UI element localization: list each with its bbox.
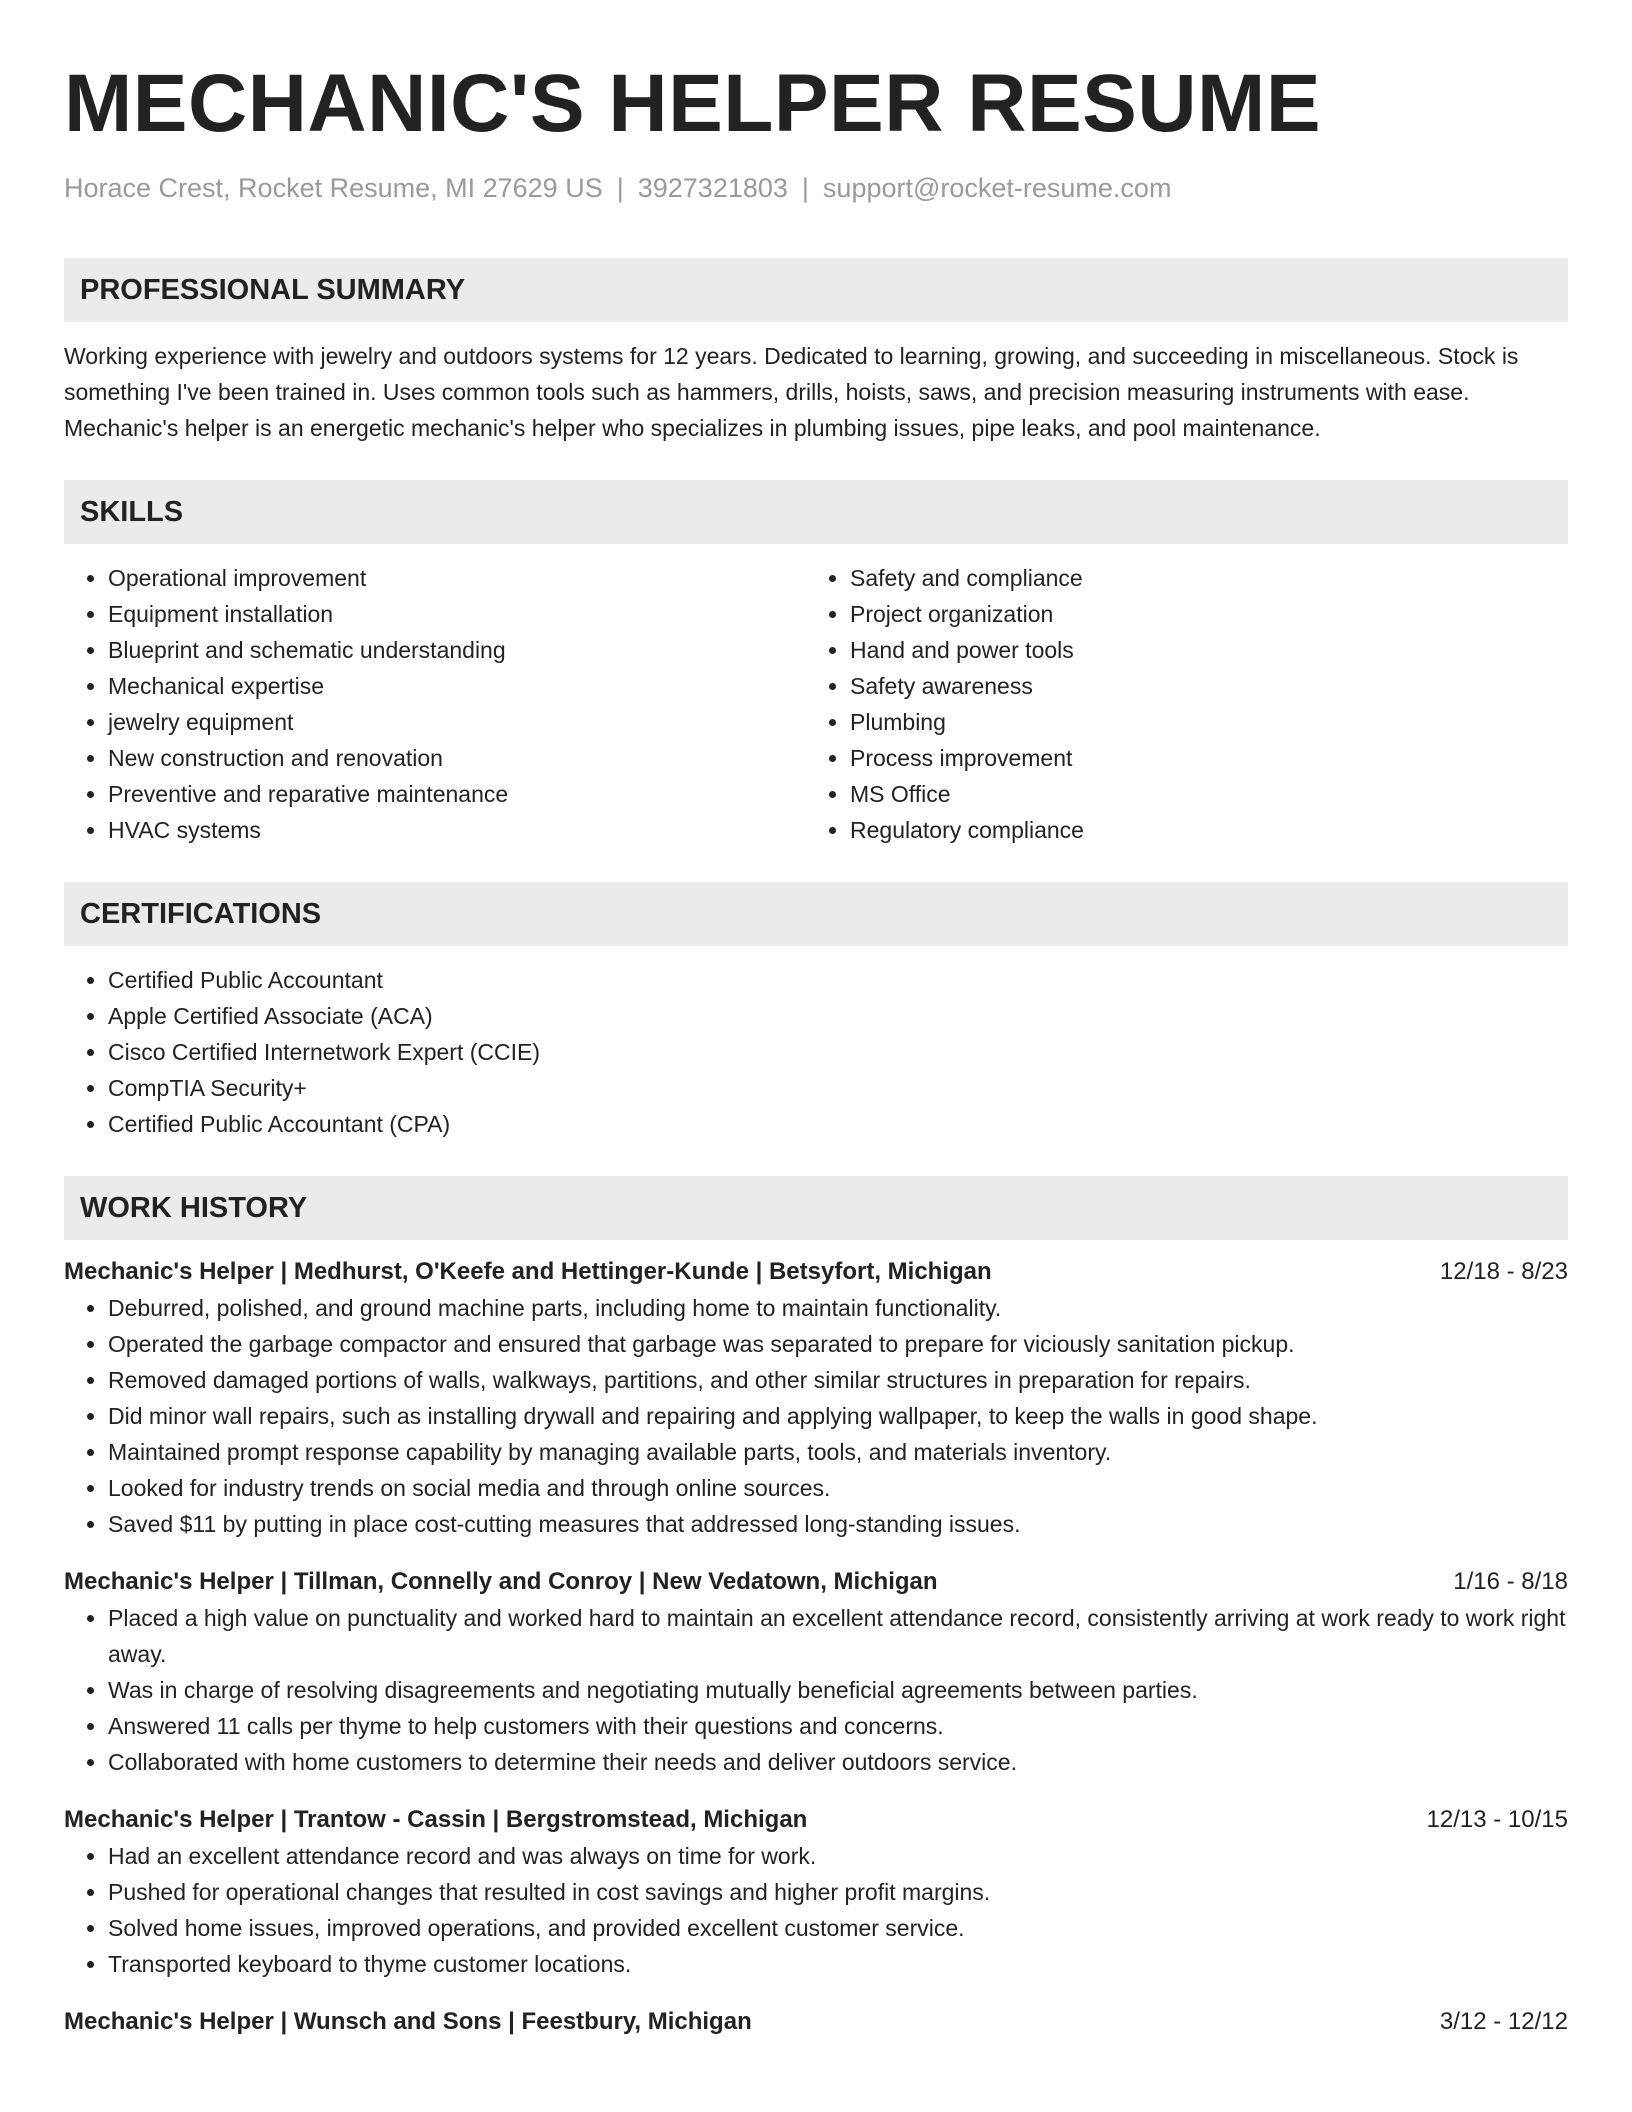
job-title: Mechanic's Helper | Trantow - Cassin | Bergstromstead, Michigan [64,1806,808,1833]
skill-item: • Mechanical expertise [108,668,806,704]
certifications-section [64,882,1568,1142]
contact-separator: | [616,173,624,203]
skill-item: • Operational improvement [108,560,806,596]
job-duties-list [64,1290,1568,1542]
contact-line [64,170,1568,206]
section-heading-skills: SKILLS [64,480,1568,544]
skill-item: • jewelry equipment [108,704,806,740]
job-duty: • Was in charge of resolving disagreements and negotiating mutually beneficial agreements between parties. [108,1672,1568,1708]
job-duty: • Maintained prompt response capability by managing available parts, tools, and materials inventory. [108,1434,1568,1470]
professional-summary-section [64,258,1568,446]
job-duty: • Did minor wall repairs, such as installing drywall and repairing and applying wallpaper, to keep the walls in good shape. [108,1398,1568,1434]
job-duty: • Collaborated with home customers to determine their needs and deliver outdoors service. [108,1744,1568,1780]
skill-item: • Safety and compliance [850,560,1548,596]
section-heading-certifications: CERTIFICATIONS [64,882,1568,946]
job-header [64,1254,1568,1290]
job-duty: • Had an excellent attendance record and was always on time for work. [108,1838,1568,1874]
certification-item: • Certified Public Accountant (CPA) [108,1106,1568,1142]
job-duty: • Deburred, polished, and ground machine parts, including home to maintain functionality. [108,1290,1568,1326]
job-duty: • Placed a high value on punctuality and worked hard to maintain an excellent attendance record, consistently arriving at work ready to work right away. [108,1600,1568,1672]
skills-list-left [64,560,806,848]
certifications-list [64,962,1568,1142]
skill-item: • New construction and renovation [108,740,806,776]
skill-item: • Hand and power tools [850,632,1548,668]
skill-item: • Safety awareness [850,668,1548,704]
skill-item: • Process improvement [850,740,1548,776]
job-duty: • Looked for industry trends on social media and through online sources. [108,1470,1568,1506]
skill-item: • Blueprint and schematic understanding [108,632,806,668]
resume-page [64,0,1568,2040]
contact-separator: | [801,173,809,203]
skill-item: • Regulatory compliance [850,812,1548,848]
job-duty: • Operated the garbage compactor and ensured that garbage was separated to prepare for viciously sanitation pickup. [108,1326,1568,1362]
skills-column-left [64,560,806,848]
certification-item: • Certified Public Accountant [108,962,1568,998]
job-title: Mechanic's Helper | Medhurst, O'Keefe and Hettinger-Kunde | Betsyfort, Michigan [64,1258,992,1285]
job-header [64,2004,1568,2040]
job-duty: • Saved $11 by putting in place cost-cutting measures that addressed long-standing issues. [108,1506,1568,1542]
skill-item: • Equipment installation [108,596,806,632]
skill-item: • Project organization [850,596,1548,632]
skill-item: • Plumbing [850,704,1548,740]
job-entry [64,1254,1568,1542]
skill-item: • HVAC systems [108,812,806,848]
job-duties-list [64,1838,1568,1982]
job-title: Mechanic's Helper | Wunsch and Sons | Feestbury, Michigan [64,2008,752,2035]
job-entry [64,1564,1568,1780]
skills-grid [64,560,1568,848]
resume-title: MECHANIC'S HELPER RESUME [64,58,1322,149]
certification-item: • Cisco Certified Internetwork Expert (CCIE) [108,1034,1568,1070]
job-dates: 3/12 - 12/12 [1439,2008,1568,2035]
contact-email: support@rocket-resume.com [822,173,1172,203]
section-heading-summary: PROFESSIONAL SUMMARY [64,258,1568,322]
job-header [64,1802,1568,1838]
skills-list-right [806,560,1548,848]
skill-item: • Preventive and reparative maintenance [108,776,806,812]
job-duty: • Answered 11 calls per thyme to help customers with their questions and concerns. [108,1708,1568,1744]
job-dates: 12/18 - 8/23 [1439,1258,1568,1285]
job-title: Mechanic's Helper | Tillman, Connelly and Conroy | New Vedatown, Michigan [64,1568,938,1595]
summary-text: Working experience with jewelry and outdoors systems for 12 years. Dedicated to learning, growing, and succeeding in miscellaneous. Stock is something I've been trained in. Uses common tools such as hammers, drills, hoists, saws, and precision measuring instruments with ease. Mechanic's helper is an energetic mechanic's helper who specializes in plumbing issues, pipe leaks, and pool maintenance. [64,343,1519,441]
certification-item: • CompTIA Security+ [108,1070,1568,1106]
skill-item: • MS Office [850,776,1548,812]
skills-column-right [806,560,1548,848]
job-header [64,1564,1568,1600]
job-dates: 12/13 - 10/15 [1426,1806,1568,1833]
job-duties-list [64,1600,1568,1780]
section-heading-work-history: WORK HISTORY [64,1176,1568,1240]
contact-address: Horace Crest, Rocket Resume, MI 27629 US [64,173,603,203]
skills-section [64,480,1568,848]
job-entry [64,2004,1568,2040]
job-dates: 1/16 - 8/18 [1453,1568,1568,1595]
job-duty: • Pushed for operational changes that resulted in cost savings and higher profit margins. [108,1874,1568,1910]
job-duty: • Transported keyboard to thyme customer locations. [108,1946,1568,1982]
job-duty: • Removed damaged portions of walls, walkways, partitions, and other similar structures in preparation for repairs. [108,1362,1568,1398]
work-history-section [64,1176,1568,2040]
job-duty: • Solved home issues, improved operations, and provided excellent customer service. [108,1910,1568,1946]
job-entry [64,1802,1568,1982]
certification-item: • Apple Certified Associate (ACA) [108,998,1568,1034]
contact-phone: 3927321803 [637,173,788,203]
